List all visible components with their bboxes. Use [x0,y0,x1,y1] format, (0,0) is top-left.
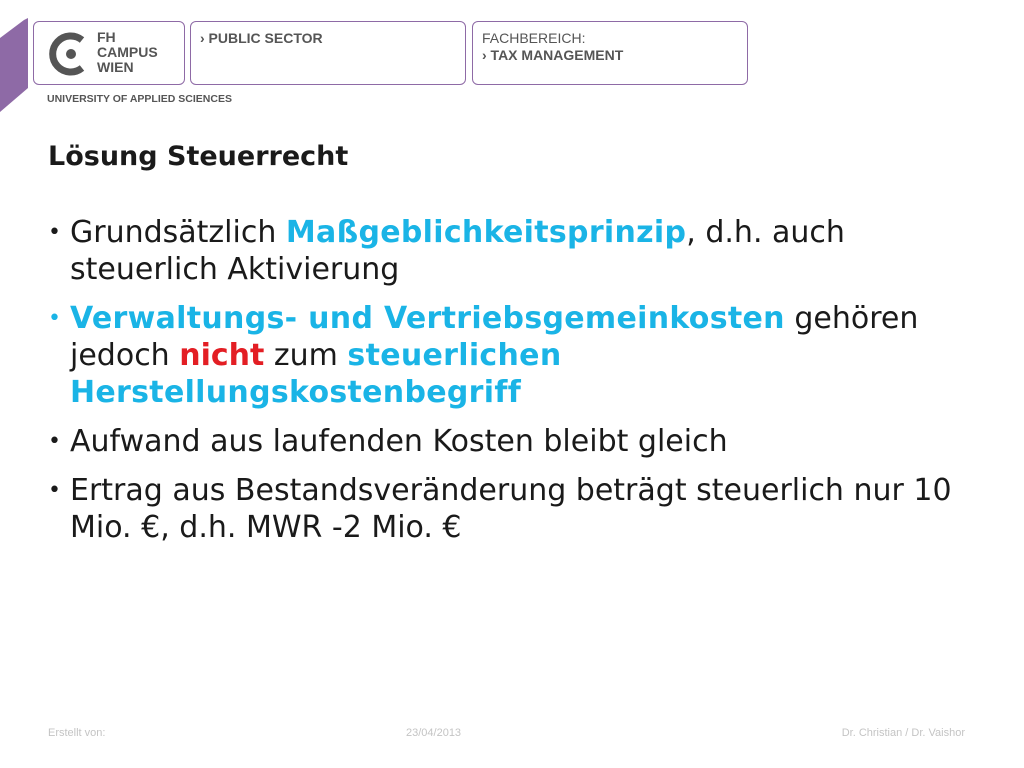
bullet-item [48,300,998,411]
department-box[interactable] [472,21,748,85]
fh-campus-logo-icon [49,31,89,77]
bullet-text: Ertrag aus Bestandsveränderung beträgt steuerlich nur 10 Mio. €, d.h. MWR -2 Mio. € [70,473,952,545]
footer-date: 23/04/2013 [406,727,462,739]
university-tagline: UNIVERSITY OF APPLIED SCIENCES [47,93,232,105]
public-sector-label: › PUBLIC SECTOR [200,30,323,46]
bullet-text: Grundsätzlich [70,215,286,250]
footer-authors: Dr. Christian / Dr. Vaishor [841,727,965,739]
emphasis-term: nicht [179,338,265,373]
bullet-text: Aufwand aus laufenden Kosten bleibt gleich [70,424,728,459]
public-sector-box[interactable] [190,21,466,85]
logo-box[interactable] [33,21,185,85]
highlight-term: Verwaltungs- und Vertriebsgemeinkosten [70,301,785,336]
bullet-text: zum [264,338,348,373]
bullet-text: , d.h. auch steuerlich Aktivierung [70,215,845,287]
slide-title: Lösung Steuerrecht [48,141,349,172]
bullet-item [48,472,998,546]
footer-author-label: Erstellt von: [48,727,106,739]
highlight-term: Maßgeblichkeitsprinzip [285,215,687,250]
corner-accent-triangle [0,0,30,112]
highlight-term: steuerlichen Herstellungskostenbegriff [70,338,562,410]
department-label: › TAX MANAGEMENT [482,47,624,63]
bullet-item [48,214,998,288]
bullet-list [48,214,998,558]
bullet-text: gehören jedoch [70,301,919,373]
department-heading: FACHBEREICH: [482,30,586,46]
logo-text: FH CAMPUS WIEN [97,29,158,75]
bullet-item [48,423,998,460]
